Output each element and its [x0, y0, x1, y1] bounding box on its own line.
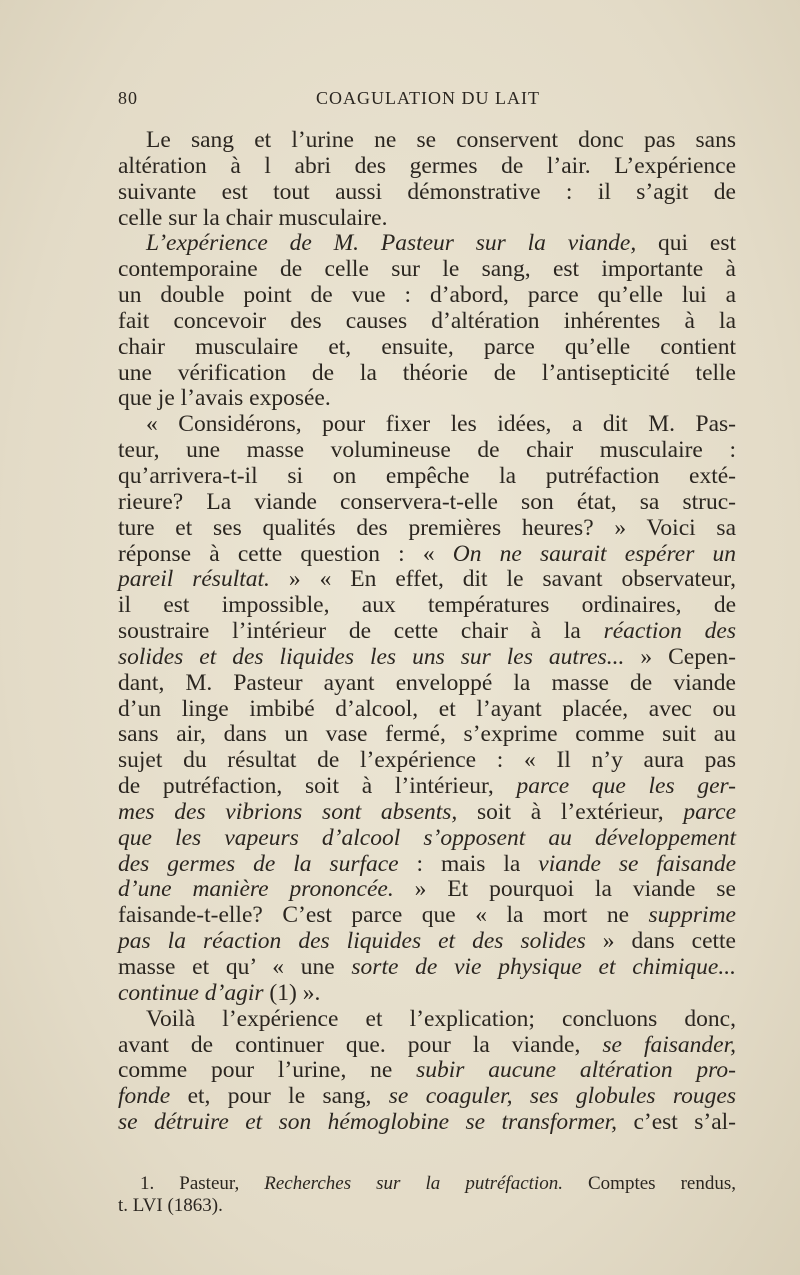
text-line: [118, 826, 736, 852]
text-span: contemporaine de celle sur le sang, est importante à: [118, 256, 736, 283]
italic-span: se détruire et son hémoglobine se transformer,: [118, 1109, 618, 1136]
text-line: [118, 929, 736, 955]
text-span: dant, M. Pasteur ayant enveloppé la masse de viande: [118, 669, 736, 696]
footnote-line: [118, 1173, 736, 1195]
italic-span: solides et des liquides les uns sur les autres...: [118, 643, 625, 670]
italic-span: On ne saurait espérer un: [452, 540, 736, 567]
text-line: [118, 722, 736, 748]
italic-span: viande se faisande: [538, 850, 736, 877]
italic-span: Recherches sur la putréfaction.: [264, 1173, 563, 1194]
running-title: COAGULATION DU LAIT: [316, 88, 540, 108]
text-span: de putréfaction, soit à l’intérieur,: [118, 773, 517, 800]
text-line: [118, 1084, 736, 1110]
text-span: et, pour le sang,: [170, 1083, 389, 1110]
running-header: [118, 88, 738, 112]
text-line: [118, 955, 736, 981]
text-line: [118, 206, 736, 232]
text-line: [118, 645, 736, 671]
text-span: faisande-t-elle? C’est parce que « la mort ne: [118, 902, 649, 929]
text-span: chair musculaire et, ensuite, parce qu’elle contient: [118, 333, 736, 360]
text-line: [118, 361, 736, 387]
text-line: [118, 438, 736, 464]
text-line: [118, 903, 736, 929]
text-line: [118, 1007, 736, 1033]
italic-span: subir aucune altération pro-: [416, 1057, 736, 1084]
text-span: qui est: [636, 230, 736, 257]
text-line: [118, 1033, 736, 1059]
text-span: que je l’avais exposée.: [118, 385, 331, 412]
text-span: réponse à cette question : «: [118, 540, 453, 567]
italic-span: se faisander,: [602, 1031, 737, 1058]
text-span: teur, une masse volumineuse de chair musculaire :: [118, 437, 736, 464]
body-text: [118, 128, 736, 1136]
page-number: 80: [118, 88, 138, 108]
text-span: sujet du résultat de l’expérience : « Il n’y aura pas: [118, 747, 736, 774]
text-line: [118, 257, 736, 283]
text-line: [118, 593, 736, 619]
italic-span: d’une manière prononcée.: [118, 876, 394, 903]
text-line: [118, 671, 736, 697]
text-span: il est impossible, aux températures ordinaires, de: [118, 592, 736, 619]
text-span: avant de continuer que. pour la viande,: [118, 1031, 603, 1058]
text-line: [118, 180, 736, 206]
text-line: [118, 309, 736, 335]
italic-span: pareil résultat.: [118, 566, 270, 593]
italic-span: réaction des: [603, 618, 737, 645]
text-span: suivante est tout aussi démonstrative : il s’agit de: [118, 178, 736, 205]
text-line: [118, 774, 736, 800]
text-span: « Considérons, pour fixer les idées, a dit M. Pas-: [146, 411, 736, 438]
text-line: [118, 697, 736, 723]
text-span: 1. Pasteur,: [140, 1173, 265, 1194]
text-line: [118, 567, 736, 593]
text-span: altération à l abri des germes de l’air. L’expérience: [118, 152, 736, 179]
text-span: » Cepen-: [624, 643, 736, 670]
text-line: [118, 1110, 736, 1136]
text-line: [118, 386, 736, 412]
text-span: c’est s’al-: [617, 1109, 736, 1136]
italic-span: des germes de la surface: [118, 850, 399, 877]
italic-span: mes des vibrions sont absents,: [118, 798, 458, 825]
text-span: (1) ».: [263, 979, 321, 1006]
text-span: d’un linge imbibé d’alcool, et l’ayant placée, avec ou: [118, 695, 736, 722]
text-line: [118, 154, 736, 180]
italic-span: parce: [683, 798, 736, 825]
text-span: Le sang et l’urine ne se conservent donc pas sans: [146, 127, 736, 153]
italic-span: sorte de vie physique et chimique...: [351, 954, 736, 980]
text-line: [118, 748, 736, 774]
text-span: masse et qu’ « une: [118, 954, 352, 980]
text-line: [118, 877, 736, 903]
italic-span: continue d’agir: [118, 979, 264, 1006]
text-span: Voilà l’expérience et l’explication; concluons donc,: [146, 1005, 736, 1032]
footnote: [118, 1173, 736, 1217]
text-span: celle sur la chair musculaire.: [118, 204, 388, 231]
italic-span: fonde: [118, 1083, 171, 1110]
text-span: Comptes rendus,: [562, 1173, 736, 1194]
italic-span: parce que les ger-: [516, 773, 737, 800]
italic-span: pas la réaction des liquides et des solides: [118, 928, 586, 955]
text-span: fait concevoir des causes d’altération inhérentes à la: [118, 307, 736, 334]
text-span: » Et pourquoi la viande se: [393, 876, 736, 903]
text-line: [118, 852, 736, 878]
text-span: ture et ses qualités des premières heures? » Voici sa: [118, 514, 736, 541]
text-span: » « En effet, dit le savant observateur,: [269, 566, 736, 593]
text-span: un double point de vue : d’abord, parce qu’elle lui a: [118, 282, 736, 309]
italic-span: que les vapeurs d’alcool s’opposent au développement: [118, 824, 736, 851]
text-line: [118, 800, 736, 826]
text-line: [118, 490, 736, 516]
text-span: sans air, dans un vase fermé, s’exprime comme suit au: [118, 721, 736, 748]
text-line: [118, 542, 736, 568]
text-line: [118, 412, 736, 438]
text-span: soit à l’extérieur,: [457, 798, 684, 825]
text-line: [118, 1058, 736, 1084]
text-line: [118, 335, 736, 361]
text-line: [118, 981, 736, 1007]
text-span: qu’arrivera-t-il si on empêche la putréfaction exté-: [118, 462, 736, 489]
text-span: » dans cette: [585, 928, 736, 955]
text-line: [118, 231, 736, 257]
text-line: [118, 516, 736, 542]
text-line: [118, 619, 736, 645]
text-span: t. LVI (1863).: [118, 1195, 223, 1216]
italic-span: L’expérience de M. Pasteur sur la viande,: [146, 230, 637, 257]
text-line: [118, 128, 736, 154]
text-line: [118, 283, 736, 309]
footnote-line: [118, 1195, 736, 1217]
text-span: une vérification de la théorie de l’antisepticité telle: [118, 359, 736, 386]
text-span: rieure? La viande conservera-t-elle son état, sa struc-: [118, 488, 736, 515]
italic-span: se coaguler, ses globules rouges: [388, 1083, 736, 1110]
italic-span: supprime: [648, 902, 736, 929]
text-span: : mais la: [398, 850, 539, 877]
text-line: [118, 464, 736, 490]
text-span: soustraire l’intérieur de cette chair à la: [118, 618, 604, 645]
text-span: comme pour l’urine, ne: [118, 1057, 417, 1084]
